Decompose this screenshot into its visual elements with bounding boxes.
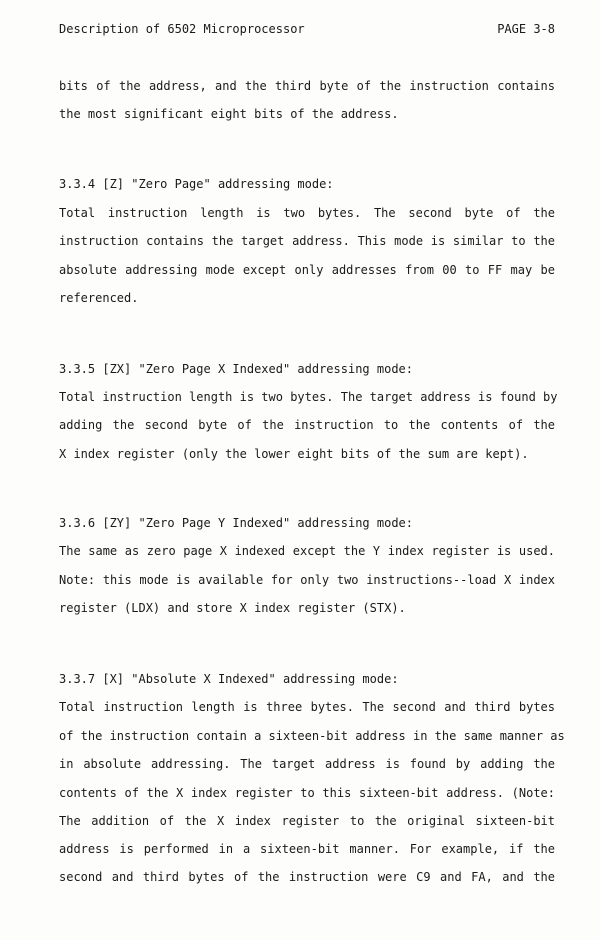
paragraph-line: contents of the X index register to this sixteen-bit address. (Note: <box>59 786 555 800</box>
paragraph-line: The addition of the X index register to the original sixteen-bit <box>59 814 555 828</box>
paragraph-line: bits of the address, and the third byte of the instruction contains <box>59 79 555 93</box>
paragraph-line: second and third bytes of the instruction were C9 and FA, and the <box>59 870 555 884</box>
page-number: PAGE 3-8 <box>497 22 555 36</box>
paragraph-line: adding the second byte of the instruction to the contents of the <box>59 418 555 432</box>
section-heading: 3.3.4 [Z] "Zero Page" addressing mode: <box>59 177 334 191</box>
paragraph-line: referenced. <box>59 291 139 305</box>
paragraph-line: The same as zero page X indexed except the Y index register is used. <box>59 544 555 558</box>
section-heading: 3.3.7 [X] "Absolute X Indexed" addressing mode: <box>59 672 399 686</box>
paragraph-line: instruction contains the target address. This mode is similar to the <box>59 234 555 248</box>
section-heading: 3.3.6 [ZY] "Zero Page Y Indexed" addressing mode: <box>59 516 414 530</box>
page-header <box>59 22 555 40</box>
paragraph-line: Total instruction length is three bytes. The second and third bytes <box>59 700 555 714</box>
section-heading: 3.3.5 [ZX] "Zero Page X Indexed" addressing mode: <box>59 362 414 376</box>
paragraph-line: Note: this mode is available for only two instructions--load X index <box>59 573 555 587</box>
paragraph-line: of the instruction contain a sixteen-bit address in the same manner as <box>59 729 565 743</box>
paragraph-line: Total instruction length is two bytes. The second byte of the <box>59 206 555 220</box>
paragraph-line: register (LDX) and store X index register (STX). <box>59 601 406 615</box>
paragraph-line: X index register (only the lower eight bits of the sum are kept). <box>59 447 529 461</box>
paragraph-line: absolute addressing mode except only addresses from 00 to FF may be <box>59 263 555 277</box>
paragraph-line: the most significant eight bits of the address. <box>59 107 399 121</box>
paragraph-line: address is performed in a sixteen-bit manner. For example, if the <box>59 842 555 856</box>
paragraph-line: in absolute addressing. The target address is found by adding the <box>59 757 555 771</box>
document-title: Description of 6502 Microprocessor <box>59 22 305 36</box>
paragraph-line: Total instruction length is two bytes. The target address is found by <box>59 390 558 404</box>
